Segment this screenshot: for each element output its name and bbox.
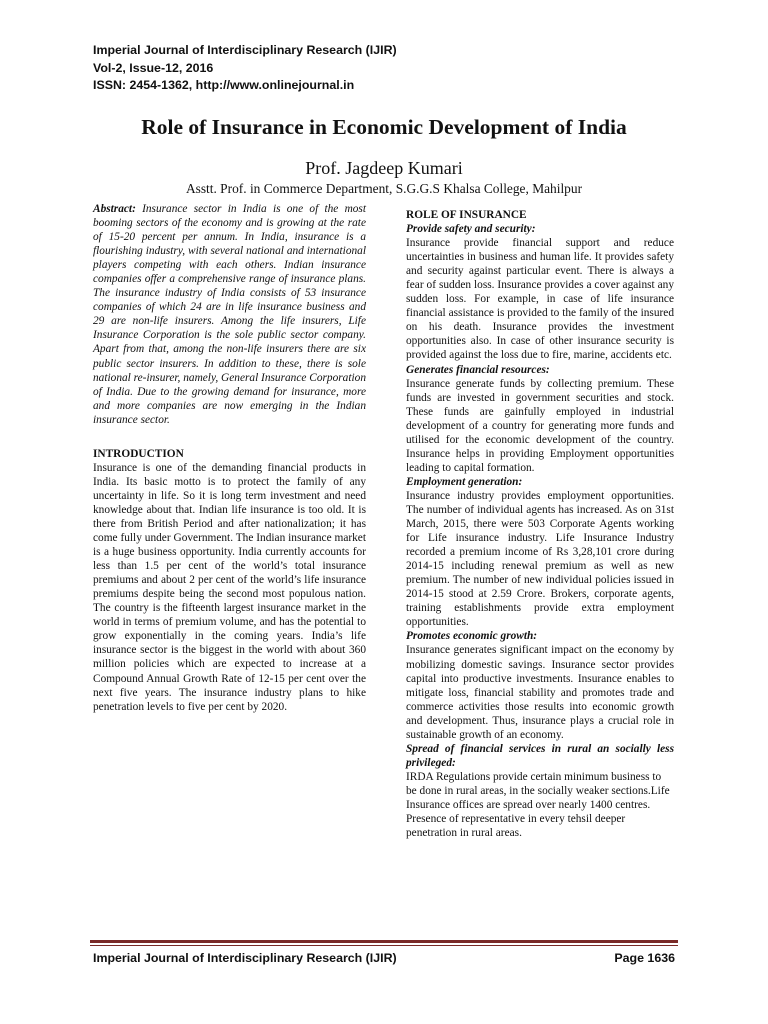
paper-title: Role of Insurance in Economic Development of India (141, 115, 627, 139)
introduction-text: Insurance is one of the demanding financial products in India. Its basic motto is to protect the family of any uncertainty in life. So it is long term investment and need knowledge about that. Indian life insurance is too old. It is there from British Period and after nationalization; it has come fully under Government. The Indian insurance market is a huge business opportunity. India currently accounts for less than 1.5 per cent of the world’s total insurance premiums and about 2 per cent of the world’s life insurance premiums despite being the second most populous nation. The country is the fifteenth largest insurance market in the world in terms of premium volume, and has the potential to grow exponentially in the coming years. India’s life insurance sector is the biggest in the world with about 360 million policies which are expected to increase at a Compound Annual Growth Rate of 12-15 per cent over the next five years. The insurance industry plans to hike penetration levels to five per cent by 2020. (93, 461, 366, 713)
section-text-economic-growth: Insurance generates significant impact on the economy by mobilizing domestic savings. Insurance sector provides capital into productive investments. Insurance enables to mitigate loss, financial stability and promotes trade and commerce activities those results into economic growth and development. Thus, insurance plays a crucial role in sustainable growth of an economy. (406, 644, 674, 741)
footer-rule-thin (90, 945, 678, 946)
section-text-rural-services: IRDA Regulations provide certain minimum business to be done in rural areas, in the socially weaker sections.Life Insurance offices are spread over nearly 1400 centres. Presence of representative in every tehsil deeper penetration in rural areas. (406, 770, 670, 840)
abstract-label: Abstract: (93, 203, 136, 215)
footer-journal-name: Imperial Journal of Interdisciplinary Research (IJIR) (93, 951, 397, 965)
section-title-financial-resources: Generates financial resources: (406, 363, 550, 376)
page-number: Page 1636 (614, 951, 675, 965)
section-text-financial-resources: Insurance generate funds by collecting premium. These funds are invested in government securities and stock. These funds are gainfully employed in industrial development of a country for generating more funds and utilised for the economic development of the country. Insurance helps in providing Employment opportunities leading to capital formation. (406, 377, 674, 474)
journal-name: Imperial Journal of Interdisciplinary Research (IJIR) (93, 43, 397, 57)
abstract (93, 202, 366, 427)
right-column (406, 208, 674, 840)
paper-affiliation: Asstt. Prof. in Commerce Department, S.G.G.S Khalsa College, Mahilpur (185, 181, 583, 196)
role-heading: ROLE OF INSURANCE (406, 209, 527, 221)
section-title-employment: Employment generation: (406, 475, 523, 488)
footer-rule-thick (90, 940, 678, 943)
section-text-employment: Insurance industry provides employment opportunities. The number of individual agents has increased. As on 31st March, 2015, there were 503 Corporate Agents working for Life insurance industry. Life Insurance Industry recorded a premium income of Rs 3,28,101 crore during 2014-15 including renewal premium as well as new premium. The number of new individual policies issued in 2014-15 stood at 2.59 Crore. Brokers, corporate agents, training establishments provide extra employment opportunities. (406, 489, 674, 629)
paper-author: Prof. Jagdeep Kumari (305, 158, 463, 178)
journal-issn: ISSN: 2454-1362, http://www.onlinejournal.in (93, 78, 355, 92)
section-title-safety: Provide safety and security: (406, 223, 536, 236)
journal-volume: Vol-2, Issue-12, 2016 (93, 60, 214, 75)
section-text-safety: Insurance provide financial support and reduce uncertainties in business and human life. It provides safety and security against particular event. There is always a fear of sudden loss. Insurance provides a cover against any sudden loss. For example, in case of life insurance financial assistance is provided to the family of the insured on his death. Insurance provides the investment opportunities also. In case of other insurance security is provided against the loss due to fire, marine, accidents etc. (406, 237, 674, 362)
left-column (93, 202, 366, 714)
introduction-heading: INTRODUCTION (93, 447, 184, 460)
section-title-rural-services: Spread of financial services in rural an socially less privileged: (406, 742, 674, 769)
page-footer (93, 950, 675, 966)
section-title-economic-growth: Promotes economic growth: (406, 630, 538, 643)
journal-header (93, 42, 653, 95)
abstract-text: Insurance sector in India is one of the most booming sectors of the economy and is growing at the rate of 15-20 percent per annum. In India, insurance is a flourishing industry, with several national and international players competing with each others. Indian insurance companies offer a comprehensive range of insurance plans. The insurance industry of India consists of 53 insurance companies of which 24 are in life insurance business and 29 are non-life insurers. Among the life insurers, Life Insurance Corporation is the sole public sector company. Apart from that, among the non-life insurers there are six public sector insurers. In addition to these, there is sole national re-insurer, namely, General Insurance Corporation of India. Due to the growing demand for insurance, more and more companies are now emerging in the Indian insurance sector. (93, 203, 366, 426)
